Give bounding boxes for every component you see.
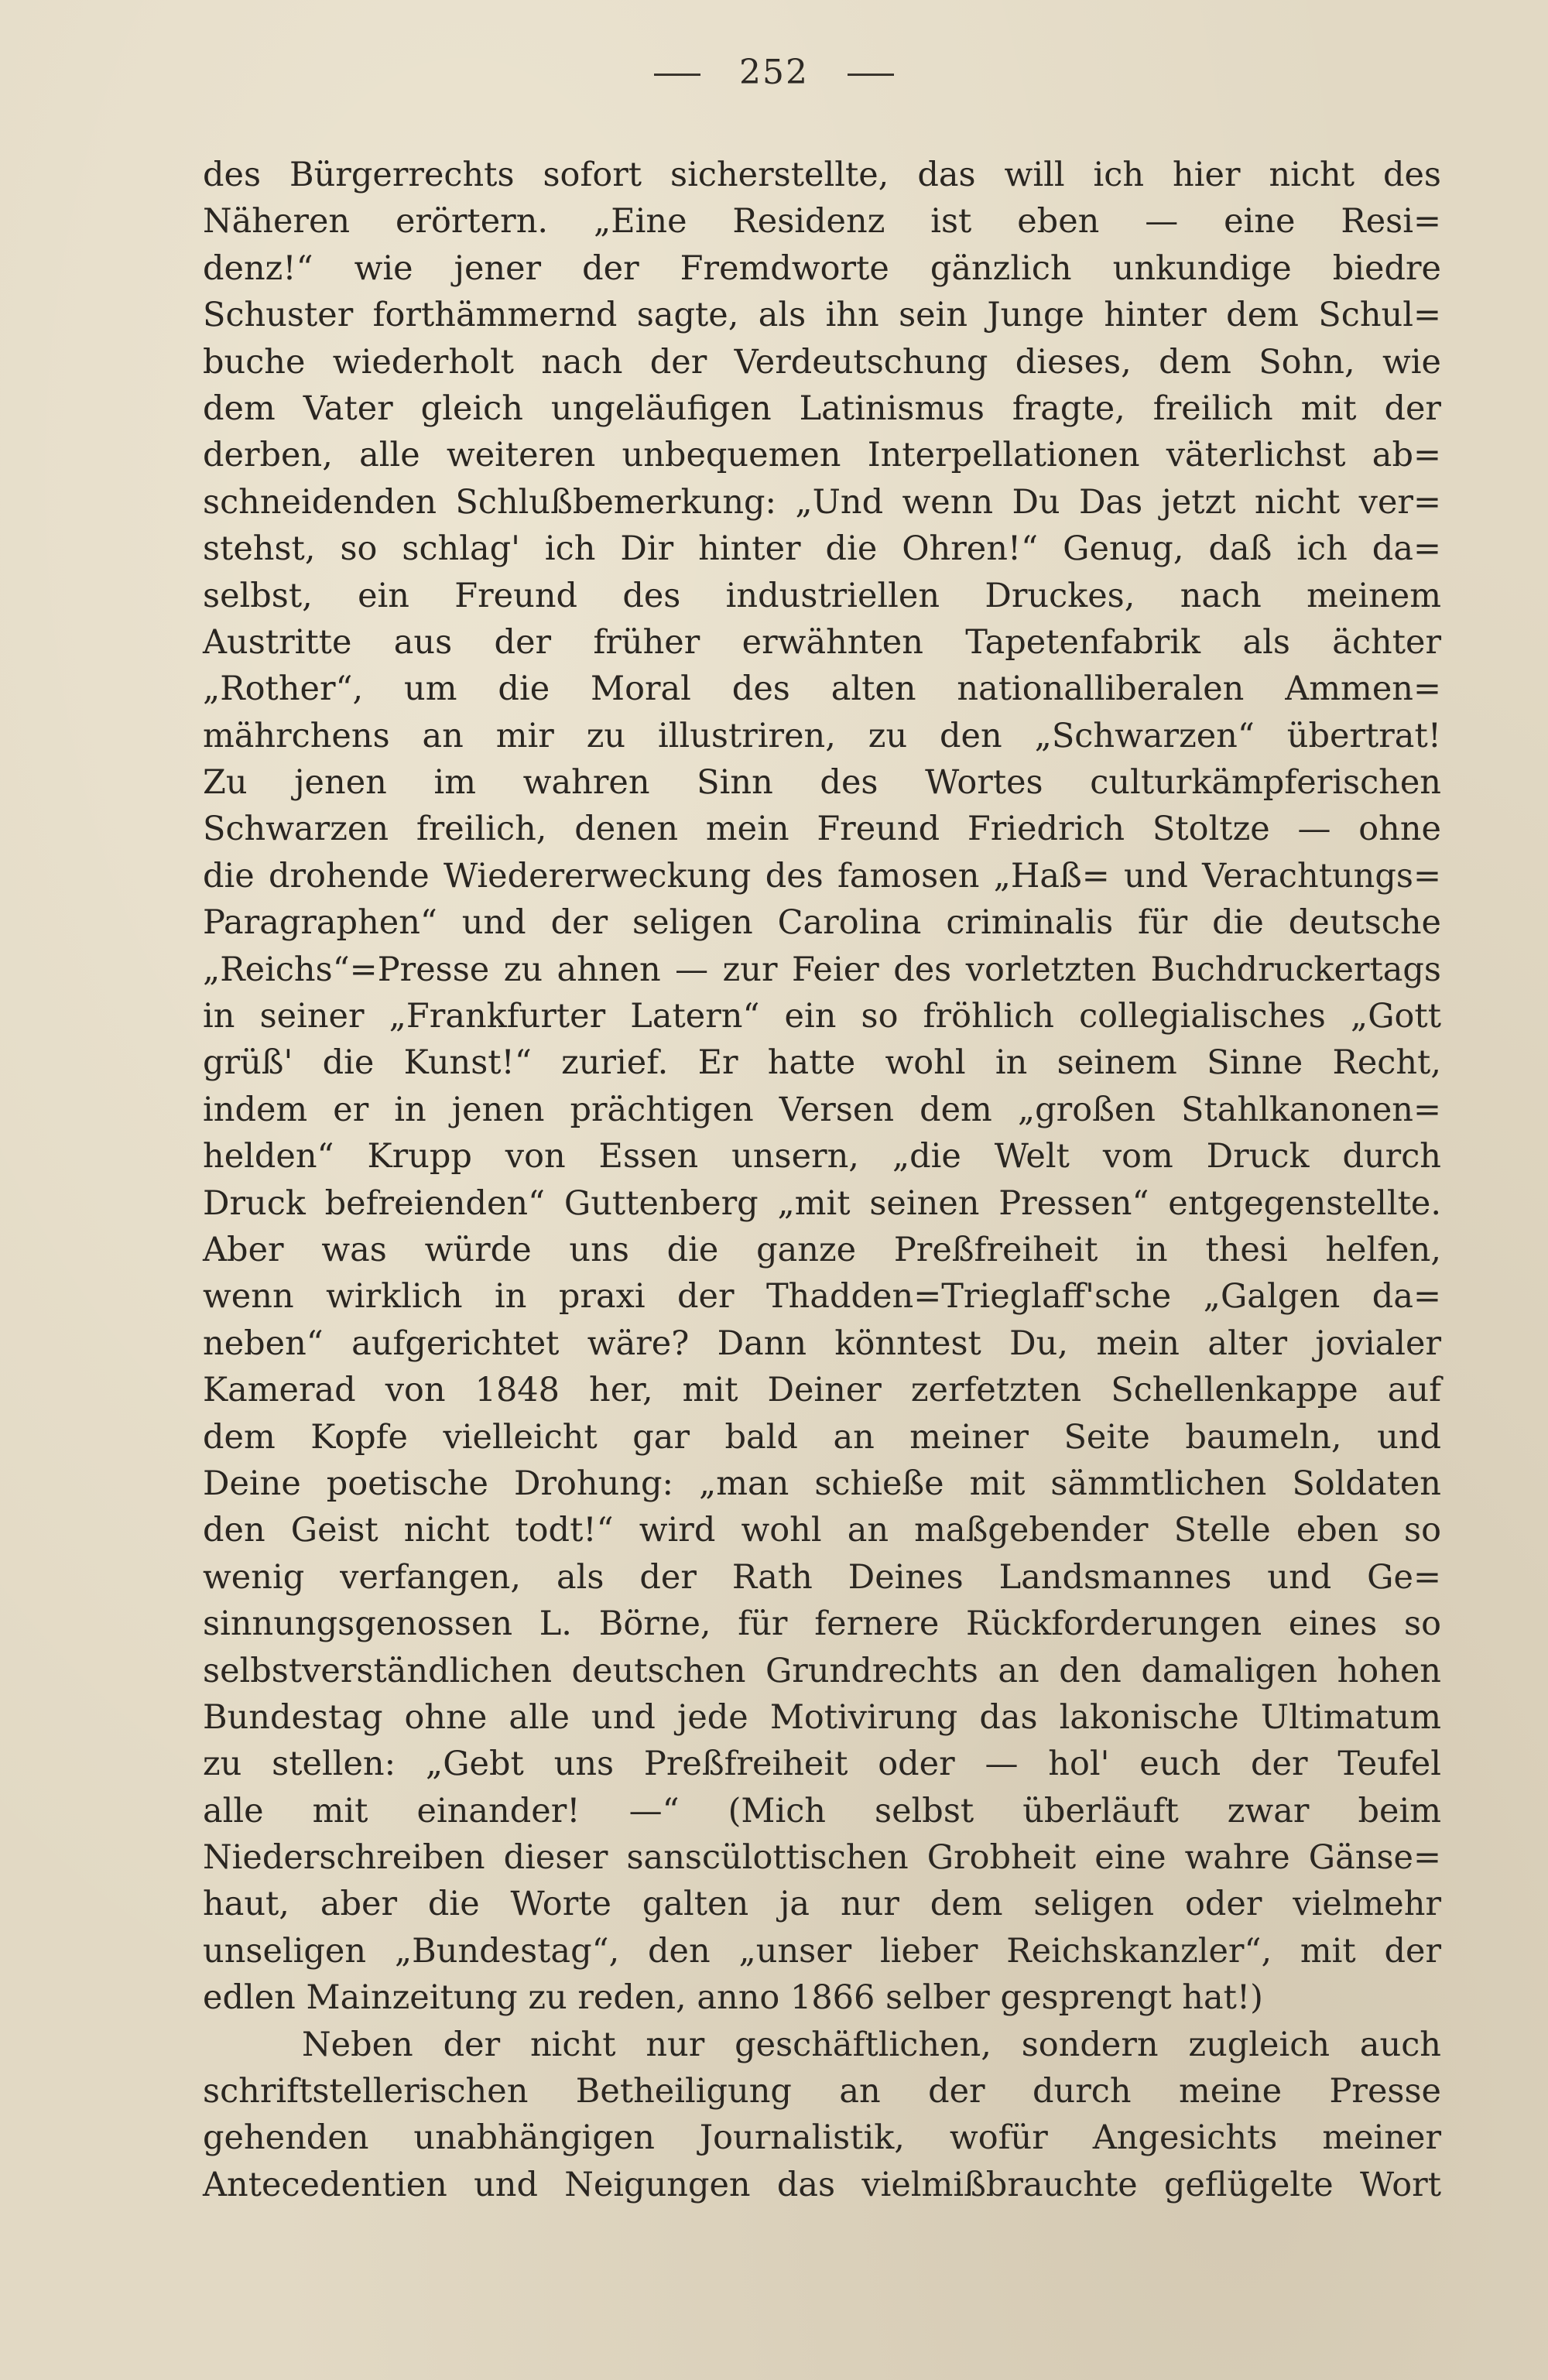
text-line: wenig verfangen, als der Rath Deines Landsmannes und Ge= [203,1557,1441,1597]
text-line: stehst, so schlag' ich Dir hinter die Ohren!“ Genug, daß ich da= [203,529,1441,569]
page-header [0,53,1548,92]
text-line: mährchens an mir zu illustriren, zu den „Schwarzen“ übertrat! [203,716,1441,755]
text-line: wenn wirklich in praxi der Thadden=Trieglaff'sche „Galgen da= [203,1277,1441,1317]
text-line: in seiner „Frankfurter Latern“ ein so fröhlich collegialisches „Gott [203,997,1441,1036]
text-line: dem Kopfe vielleicht gar bald an meiner Seite baumeln, und [203,1417,1441,1457]
text-line: schneidenden Schlußbemerkung: „Und wenn Du Das jetzt nicht ver= [203,482,1441,522]
text-line: „Reichs“=Presse zu ahnen — zur Feier des vorletzten Buchdruckertags [203,950,1441,989]
text-line: indem er in jenen prächtigen Versen dem „großen Stahlkanonen= [203,1090,1441,1129]
text-line: Druck befreienden“ Guttenberg „mit seinen Pressen“ entgegenstellte. [203,1183,1441,1223]
text-line: alle mit einander! —“ (Mich selbst überläuft zwar beim [203,1791,1441,1830]
text-line: helden“ Krupp von Essen unsern, „die Welt vom Druck durch [203,1137,1441,1176]
text-line: die drohende Wiedererweckung des famosen „Haß= und Verachtungs= [203,856,1441,895]
text-line: Zu jenen im wahren Sinn des Wortes culturkämpferischen [203,763,1441,803]
text-line: denz!“ wie jener der Fremdworte gänzlich unkundige biedre [203,248,1441,288]
text-line: Bundestag ohne alle und jede Motivirung das lakonische Ultimatum [203,1697,1441,1737]
paragraph-end-line: edlen Mainzeitung zu reden, anno 1866 selber gesprengt hat!) [203,1978,1263,2018]
text-line: sinnungsgenossen L. Börne, für fernere Rückforderungen eines so [203,1604,1441,1644]
text-line: Kamerad von 1848 her, mit Deiner zerfetzten Schellenkappe auf [203,1371,1441,1410]
text-line: Paragraphen“ und der seligen Carolina criminalis für die deutsche [203,903,1441,943]
text-line: gehenden unabhängigen Journalistik, wofür Angesichts meiner [203,2118,1441,2158]
header-dash-right [848,74,894,76]
text-line: grüß' die Kunst!“ zurief. Er hatte wohl in seinem Sinne Recht, [203,1043,1441,1083]
text-line: Schwarzen freilich, denen mein Freund Friedrich Stoltze — ohne [203,810,1441,849]
text-line: Austritte aus der früher erwähnten Tapetenfabrik als ächter [203,622,1441,662]
text-line: Aber was würde uns die ganze Preßfreiheit in thesi helfen, [203,1230,1441,1269]
text-line: haut, aber die Worte galten ja nur dem seligen oder vielmehr [203,1885,1441,1924]
paragraph-start-line: Neben der nicht nur geschäftlichen, sondern zugleich auch [302,2025,1441,2064]
body-text [203,152,1441,2208]
text-line: schriftstellerischen Betheiligung an der durch meine Presse [203,2072,1441,2111]
text-line: buche wiederholt nach der Verdeutschung dieses, dem Sohn, wie [203,342,1441,382]
text-line: Deine poetische Drohung: „man schieße mit sämmtlichen Soldaten [203,1464,1441,1503]
text-line: dem Vater gleich ungeläufigen Latinismus fragte, freilich mit der [203,389,1441,428]
text-line: selbst, ein Freund des industriellen Druckes, nach meinem [203,576,1441,615]
text-line: Niederschreiben dieser sanscülottischen Grobheit eine wahre Gänse= [203,1838,1441,1878]
page-number: 252 [739,53,809,92]
text-line: des Bürgerrechts sofort sicherstellte, das will ich hier nicht des [203,156,1441,194]
text-line: Näheren erörtern. „Eine Residenz ist eben — eine Resi= [203,202,1441,241]
text-line: „Rother“, um die Moral des alten nationalliberalen Ammen= [203,669,1441,709]
text-line: Antecedentien und Neigungen das vielmißbrauchte geflügelte Wort [203,2165,1441,2204]
text-line: selbstverständlichen deutschen Grundrechts an den damaligen hohen [203,1651,1441,1690]
text-line: den Geist nicht todt!“ wird wohl an maßgebender Stelle eben so [203,1511,1441,1550]
text-line: zu stellen: „Gebt uns Preßfreiheit oder — hol' euch der Teufel [203,1745,1441,1784]
text-line: Schuster forthämmernd sagte, als ihn sein Junge hinter dem Schul= [203,296,1441,335]
header-dash-left [654,74,700,76]
text-line: unseligen „Bundestag“, den „unser lieber Reichskanzler“, mit der [203,1931,1441,1971]
text-line: neben“ aufgerichtet wäre? Dann könntest Du, mein alter jovialer [203,1324,1441,1363]
text-line: derben, alle weiteren unbequemen Interpellationen väterlichst ab= [203,436,1441,475]
